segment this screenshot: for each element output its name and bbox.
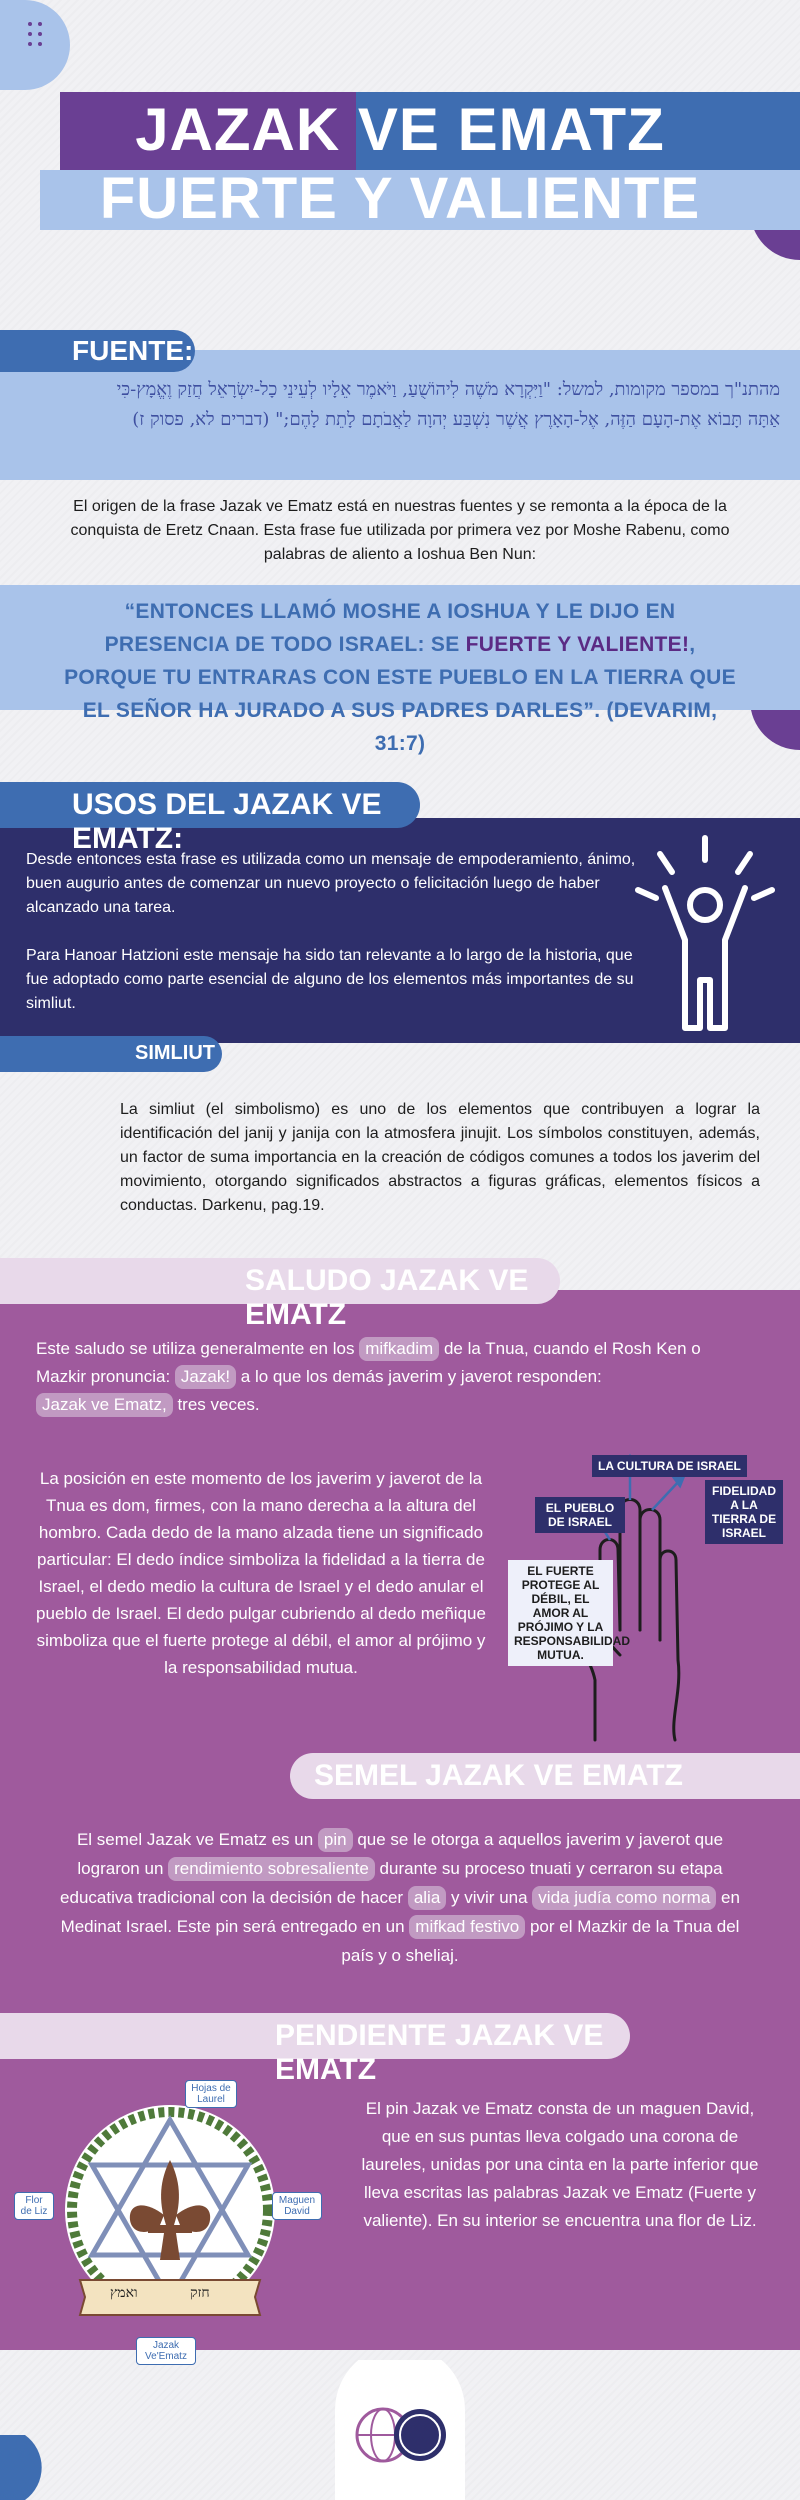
pendiente-text: El pin Jazak ve Ematz consta de un maguen David, que en sus puntas lleva colgado una corona de laureles, unidas por una cinta en la parte inferior que lleva escritas las palabras Jazak ve Ematz (Fuerte y valiente). En su interior se encuentra una flor de Liz. [361,2099,759,2230]
hand-diagram [500,1440,780,1750]
simliut-text: La simliut (el simbolismo) es uno de los elementos que contribuyen a lograr la identificación del janij y janija con la atmosfera jinujit. Los símbolos constituyen, además, un factor de suma importancia en la creación de códigos comunes a todos los javerim del movimiento, otorgando significados abstractos a figuras gráficas, elementos físicos a conductas. Darkenu, pag.19. [120,1101,760,1214]
saludo-pill-jazak: Jazak! [175,1365,236,1389]
semel-text-4: y vivir una [451,1888,528,1907]
posicion-paragraph: La posición en este momento de los javerim y javerot de la Tnua es dom, firmes, con la mano derecha a la altura del hombro. Cada dedo de la mano alzada tiene un significado particular: El dedo índice simboliza la fidelidad a la tierra de Israel, el dedo medio la cultura de Israel y el dedo anular el pueblo de Israel. El dedo pulgar cubriendo al dedo meñique simboliza que el fuerte protege al débil, el amor al prójimo y la responsabilidad mutua. [36,1469,486,1677]
usos-label: USOS DEL JAZAK VE EMATZ: [0,782,420,828]
label-cultura: LA CULTURA DE ISRAEL [592,1455,747,1477]
footer-logo [335,2360,465,2500]
saludo-text-1: Este saludo se utiliza generalmente en los [36,1339,355,1358]
semel-text [60,1825,740,1970]
semel-pill-vida-judia: vida judía como norma [532,1886,716,1910]
saludo-text [36,1335,736,1419]
quote-text [60,595,740,760]
quote-part2: , PORQUE TU ENTRARAS CON ESTE PUEBLO EN LA TIERRA QUE EL SEÑOR HA JURADO A SUS PADRES DARLES”. (DEVARIM, 31:7) [64,633,736,755]
label-pueblo: EL PUEBLO DE ISRAEL [535,1497,625,1533]
semel-pill-rendimiento: rendimiento sobresaliente [168,1857,375,1881]
semel-pill-pin: pin [318,1828,353,1852]
pin-label-flor: Flor de Liz [14,2192,54,2220]
semel-label: SEMEL JAZAK VE EMATZ [290,1753,800,1799]
saludo-pill-mifkadim: mifkadim [359,1337,439,1361]
semel-text-3: durante su proceso tnuati y cerraron su etapa educativa tradicional con la decisión de hacer [60,1859,723,1907]
quote-part1: “ENTONCES LLAMÓ MOSHE A IOSHUA Y LE DIJO EN PRESENCIA DE TODO ISRAEL: SE [104,600,676,656]
page-title-line1: JAZAK VE EMATZ [135,96,665,163]
fuente-label: FUENTE: [0,330,195,372]
pendiente-label: PENDIENTE JAZAK VE EMATZ [0,2013,630,2059]
saludo-text-4: tres veces. [177,1395,260,1414]
usos-paragraph-2: Para Hanoar Hatzioni este mensaje ha sido tan relevante a lo largo de la historia, que fue adoptado como parte esencial de alguno de los elementos más importantes de su simliut. [26,947,634,1012]
quote-highlight: FUERTE Y VALIENTE! [465,633,690,656]
label-fidelidad: FIDELIDAD A LA TIERRA DE ISRAEL [705,1480,783,1544]
saludo-label: SALUDO JAZAK VE EMATZ [0,1258,560,1304]
origin-paragraph: El origen de la frase Jazak ve Ematz está en nuestras fuentes y se remonta a la época de la conquista de Eretz Cnaan. Esta frase fue utilizada por primera vez por Moshe Rabenu, como palabras de aliento a Ioshua Ben Nun: [70,498,730,563]
pin-label-maguen: Maguen David [272,2192,322,2220]
ribbon-text-right: חזק [190,2285,210,2301]
saludo-text-2: de la Tnua, cuando el Rosh Ken o Mazkir pronuncia: [36,1339,701,1386]
simliut-label: SIMLIUT [0,1036,222,1072]
semel-text-1: El semel Jazak ve Ematz es un [76,1830,314,1849]
page-title-line2: FUERTE Y VALIENTE [99,166,701,231]
pin-drawing [10,2075,330,2365]
hebrew-source-text: מהתנ"ך במספר מקומות, למשל: "וַיִּקְרָא מֹשֶׁה לִיהוֹשֻׁעַ, וַיֹּאמֶר אֵלָיו לְעֵינֵי כָל-יִשְׂרָאֵל חֲזַק וֶאֱמָץ-כִּי אַתָּה תָּבוֹא אֶת-הָעָם הַזֶּה, אֶל-הָאָרֶץ אֲשֶׁר נִשְׁבַּע יְהוָה לַאֲבֹתָם לָתֵת לָהֶם;" (דברים לא, פסוק ז) [116,379,780,430]
semel-text-6: por el Mazkir de la Tnua del país y o sheliaj. [341,1917,740,1965]
pin-label-hojas: Hojas de Laurel [185,2080,237,2108]
ribbon-text-left: ואמץ [110,2285,138,2301]
pin-diagram [10,2075,330,2365]
saludo-text-3: a lo que los demás javerim y javerot responden: [240,1367,602,1386]
pin-label-jazak: Jazak Ve'Ematz [136,2337,196,2365]
usos-text [26,848,638,1016]
label-fuerte: EL FUERTE PROTEGE AL DÉBIL, EL AMOR AL PRÓJIMO Y LA RESPONSABILIDAD MUTUA. [508,1560,613,1666]
semel-text-5: en Medinat Israel. Este pin será entregado en un [60,1888,740,1936]
semel-pill-alia: alia [408,1886,446,1910]
semel-text-2: que se le otorga a aquellos javerim y javerot que lograron un [77,1830,724,1878]
empowered-person-icon [620,830,790,1040]
saludo-pill-jazak-ve-ematz: Jazak ve Ematz, [36,1393,173,1417]
semel-pill-mifkad: mifkad festivo [409,1915,525,1939]
usos-paragraph-1: Desde entonces esta frase es utilizada como un mensaje de empoderamiento, ánimo, buen augurio antes de comenzar un nuevo proyecto o felicitación luego de haber alcanzado una tarea. [26,851,636,916]
